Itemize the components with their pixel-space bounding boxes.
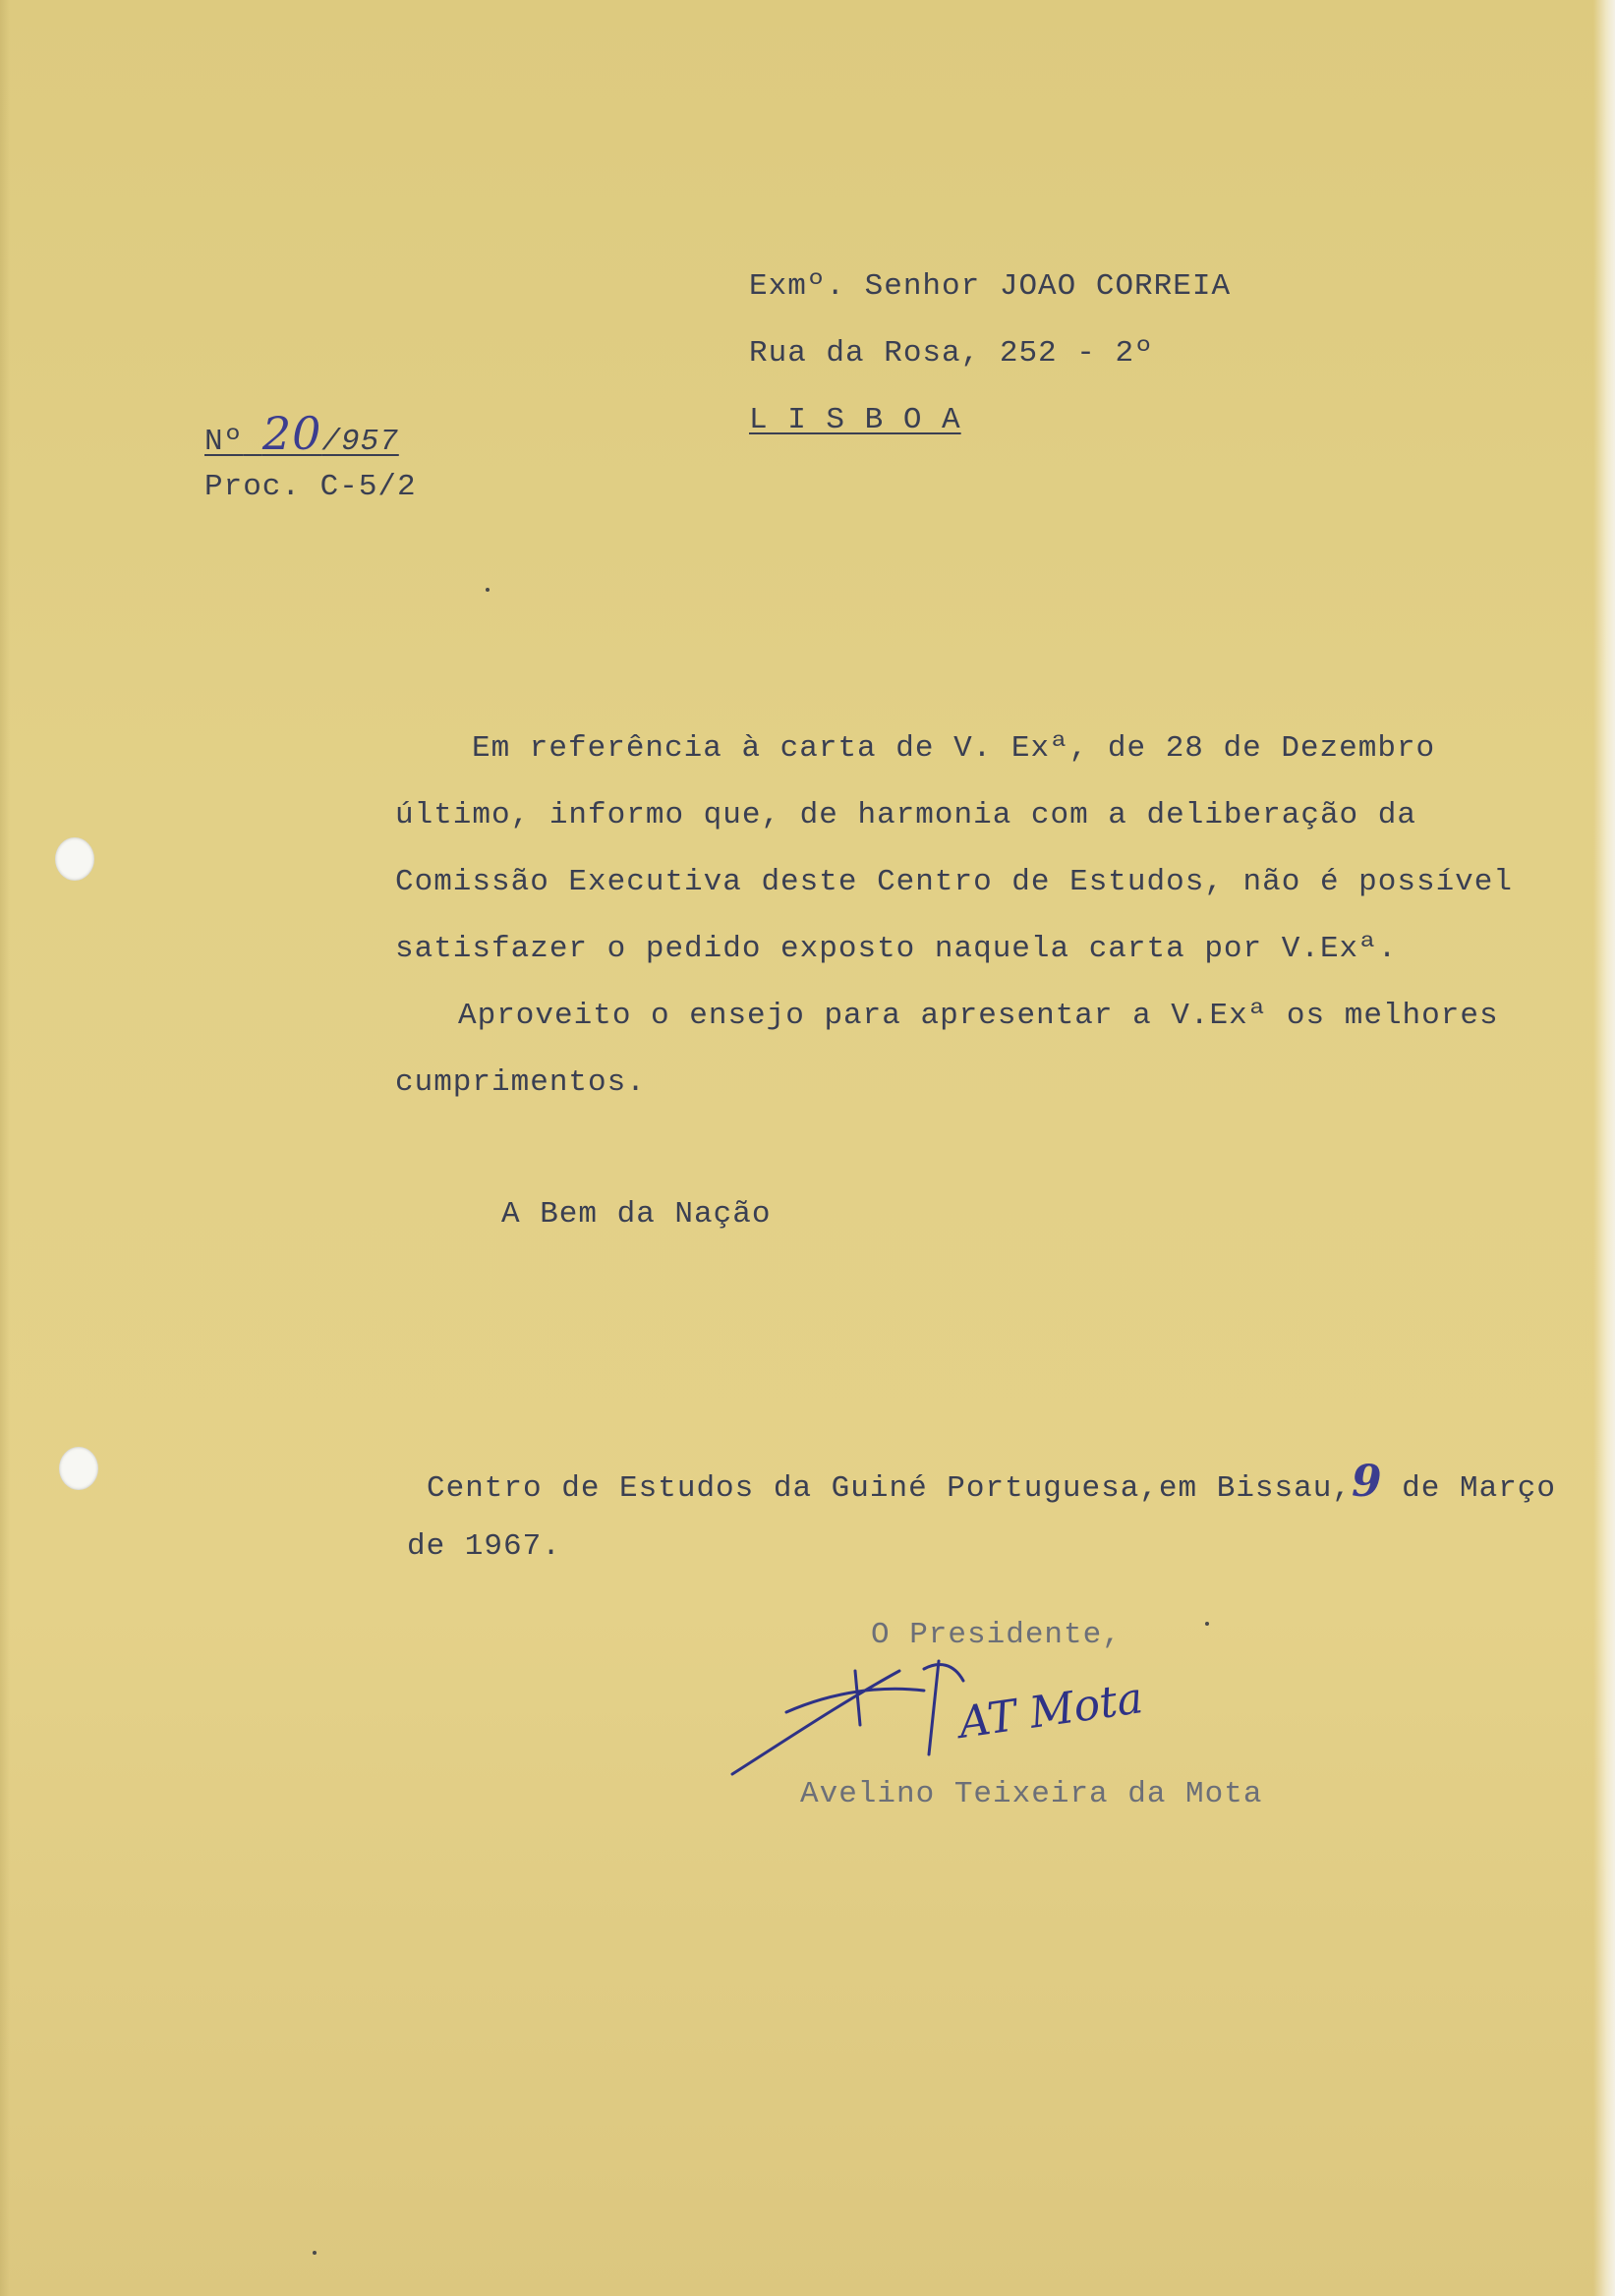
addressee-line-2: Rua da Rosa, 252 - 2º bbox=[749, 336, 1154, 371]
paper-speck bbox=[486, 588, 490, 592]
body-p1-line-4: satisfazer o pedido exposto naquela carta por V.Exª. bbox=[395, 932, 1398, 966]
process-number: Proc. C-5/2 bbox=[204, 470, 417, 504]
place-date-part-b: de Março bbox=[1382, 1471, 1557, 1506]
place-date-line-1 bbox=[427, 1457, 1556, 1507]
reference-number bbox=[204, 407, 399, 460]
addressee-city: L I S B O A bbox=[749, 403, 961, 437]
paper-speck bbox=[313, 2251, 317, 2255]
body-p2-line-2: cumprimentos. bbox=[395, 1065, 646, 1100]
closing-salutation: A Bem da Nação bbox=[501, 1197, 772, 1232]
addressee-line-1: Exmº. Senhor JOAO CORREIA bbox=[749, 269, 1232, 304]
reference-number-handwritten: 20 bbox=[261, 407, 322, 460]
paper-edge-right bbox=[1593, 0, 1615, 2296]
paper-edge-left bbox=[0, 0, 10, 2296]
signatory-name: Avelino Teixeira da Mota bbox=[800, 1777, 1263, 1811]
signatory-title: O Presidente, bbox=[871, 1618, 1122, 1652]
reference-number-suffix: /957 bbox=[321, 425, 399, 459]
place-date-day-handwritten: 9 bbox=[1351, 1457, 1383, 1507]
body-p2-line-1: Aproveito o ensejo para apresentar a V.Exª os melhores bbox=[458, 999, 1499, 1033]
body-p1-line-3: Comissão Executiva deste Centro de Estudos, não é possível bbox=[395, 865, 1513, 899]
reference-number-prefix: Nº bbox=[204, 425, 244, 459]
paper-speck bbox=[1205, 1622, 1209, 1626]
place-date-line-2: de 1967. bbox=[407, 1529, 561, 1564]
place-date-part-a: Centro de Estudos da Guiné Portuguesa,em Bissau, bbox=[427, 1471, 1352, 1506]
body-p1-line-1: Em referência à carta de V. Exª, de 28 de Dezembro bbox=[472, 731, 1436, 766]
punch-hole-bottom bbox=[59, 1447, 98, 1490]
body-p1-line-2: último, informo que, de harmonia com a deliberação da bbox=[395, 798, 1416, 832]
signature-handwritten-text: AT Mota bbox=[955, 1673, 1146, 1749]
punch-hole-top bbox=[55, 837, 94, 881]
